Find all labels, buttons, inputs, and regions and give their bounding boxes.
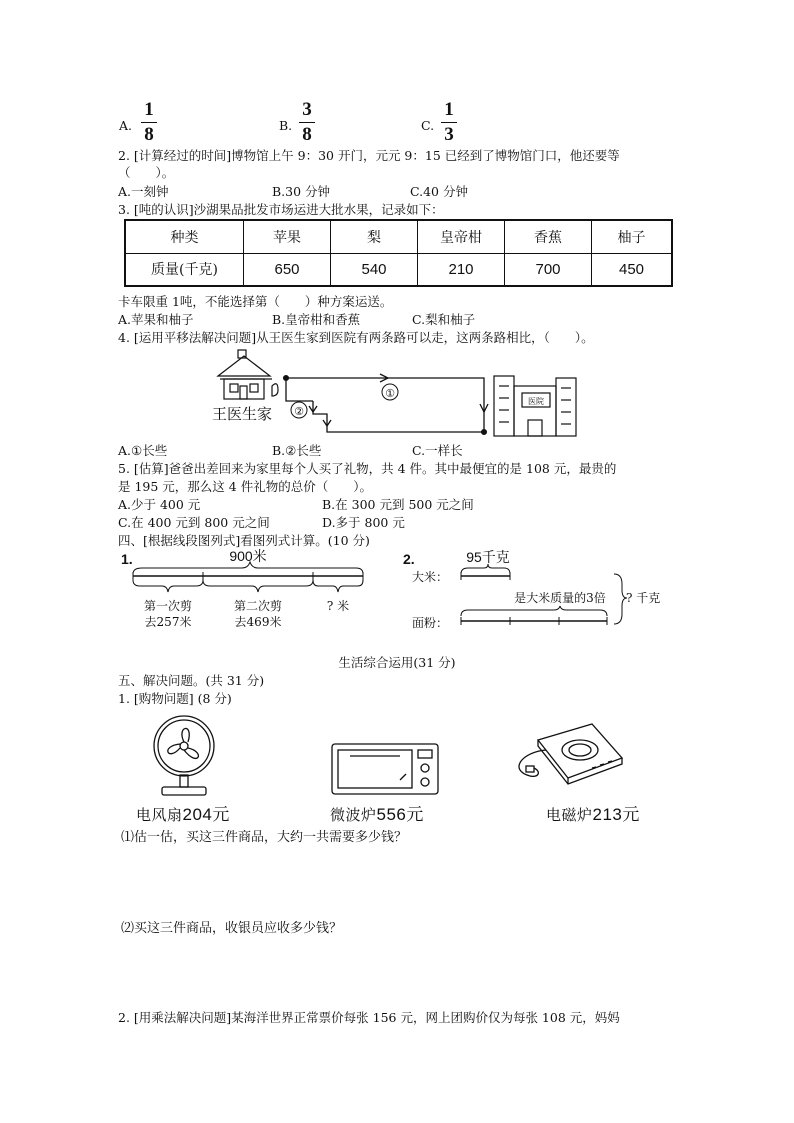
fan-caption [136,800,230,825]
q5-option-b: B.在 300 元到 500 元之间 [322,497,474,512]
table-cell: 质量(千克) [125,253,244,286]
cut1-line2: 去257米 [144,615,192,629]
rice-value: 95千克 [466,549,510,565]
route-1-path [284,374,488,432]
q3-option-a: A.苹果和柚子 [118,312,194,327]
cut2-line2: 去469米 [234,615,282,629]
denominator: 8 [144,124,154,145]
problem-number: 1. [121,551,133,567]
table-cell: 柚子 [592,220,673,253]
product-name: 电风扇 [136,806,183,824]
numerator: 1 [444,99,454,120]
q3-option-b: B.皇帝柑和香蕉 [272,312,361,327]
q3-after: 卡车限重 1吨，不能选择第（ ）种方案运送。 [118,294,393,309]
table-cell: 700 [505,253,592,286]
route-2-label: ② [294,405,304,418]
q2-option-b: B.30 分钟 [272,184,331,199]
q2-option-c: C.40 分钟 [410,184,468,199]
q1-option-c-fraction [441,99,457,146]
remaining-label: ? 米 [326,599,350,613]
numerator: 1 [144,99,154,120]
question-label: ? 千克 [626,591,661,605]
q3-stem: 3. [吨的认识]沙湖果品批发市场运进大批水果，记录如下： [118,202,444,217]
table-cell: 梨 [331,220,418,253]
cut1-line1: 第一次剪 [143,599,193,613]
q2-stem-line1: 2. [计算经过的时间]博物馆上午 9：30 开门，元元 9：15 已经到了博物馆门口，他还要等 [118,148,620,163]
q4-stem: 4. [运用平移法解决问题]从王医生家到医院有两条路可以走，这两条路相比，（ ）。 [118,330,594,345]
product-name: 电磁炉 [546,806,593,824]
relation-label: 是大米质量的3倍 [514,591,606,605]
house-icon [218,350,278,399]
hospital-icon [494,376,576,436]
product-price: 213元 [592,805,640,824]
numerator: 3 [302,99,312,120]
q5-option-c: C.在 400 元到 800 元之间 [118,515,270,530]
table-cell: 苹果 [244,220,331,253]
total-label: 900米 [229,548,267,564]
section5-p1-title: 1. [购物问题] (8 分) [118,691,232,706]
induction-cooker-icon [512,722,632,800]
route-1-label: ① [385,387,395,400]
q1-option-a-letter: A. [119,118,133,133]
section5-title: 五、解决问题。(共 31 分) [118,673,265,688]
product-price: 204元 [182,805,230,824]
denominator: 3 [444,124,454,145]
microwave-caption [330,800,424,825]
cut2-line1: 第二次剪 [233,599,283,613]
segment-diagram-1 [118,548,378,634]
section4-title: 四、[根据线段图列式]看图列式计算。(10 分) [118,533,370,548]
q5-option-a: A.少于 400 元 [118,497,201,512]
sub-question-1: ⑴估一估，买这三件商品，大约一共需要多少钱？ [121,830,408,845]
q2-option-a: A.一刻钟 [118,184,169,199]
segment-diagram-2 [400,548,680,634]
q1-option-b-letter: B. [279,118,293,133]
product-name: 微波炉 [330,806,377,824]
route-diagram [210,346,590,442]
q1-option-c-letter: C. [421,118,435,133]
q5-stem-line2: 是 195 元，那么这 4 件礼物的总价（ ）。 [118,479,372,494]
table-cell: 450 [592,253,673,286]
section5-p2: 2. [用乘法解决问题]某海洋世界正常票价每张 156 元，网上团购价仅为每张 108 元，妈妈 [118,1010,620,1025]
problem-number: 2. [403,551,415,567]
q4-option-c: C.一样长 [412,443,463,458]
table-cell: 皇帝柑 [418,220,505,253]
table-row [125,253,672,286]
microwave-icon [330,740,442,798]
q1-option-a-fraction [141,99,157,146]
rice-label: 大米： [412,570,449,584]
table-cell: 210 [418,253,505,286]
route-2-path [309,401,486,434]
q2-stem-line2: （ ）。 [118,165,175,180]
q5-stem-line1: 5. [估算]爸爸出差回来为家里每个人买了礼物，共 4 件。其中最便宜的是 108 元，最贵的 [118,461,617,476]
product-price: 556元 [376,805,424,824]
sub-question-2: ⑵买这三件商品，收银员应收多少钱？ [121,921,343,936]
denominator: 8 [302,124,312,145]
table-cell: 种类 [125,220,244,253]
q5-option-d: D.多于 800 元 [322,515,405,530]
fruit-table [124,219,673,287]
q1-option-b-fraction [299,99,315,146]
table-header-row [125,220,672,253]
q4-option-b: B.②长些 [272,443,322,458]
hospital-label: 医院 [528,397,544,406]
q3-option-c: C.梨和柚子 [412,312,476,327]
table-cell: 650 [244,253,331,286]
table-cell: 540 [331,253,418,286]
cooker-caption [546,800,640,825]
flour-label: 面粉： [412,616,449,630]
table-cell: 香蕉 [505,220,592,253]
electric-fan-icon [150,712,220,800]
q4-option-a: A.①长些 [118,443,168,458]
section-life-heading: 生活综合运用(31 分) [338,655,456,670]
home-label: 王医生家 [212,405,273,423]
